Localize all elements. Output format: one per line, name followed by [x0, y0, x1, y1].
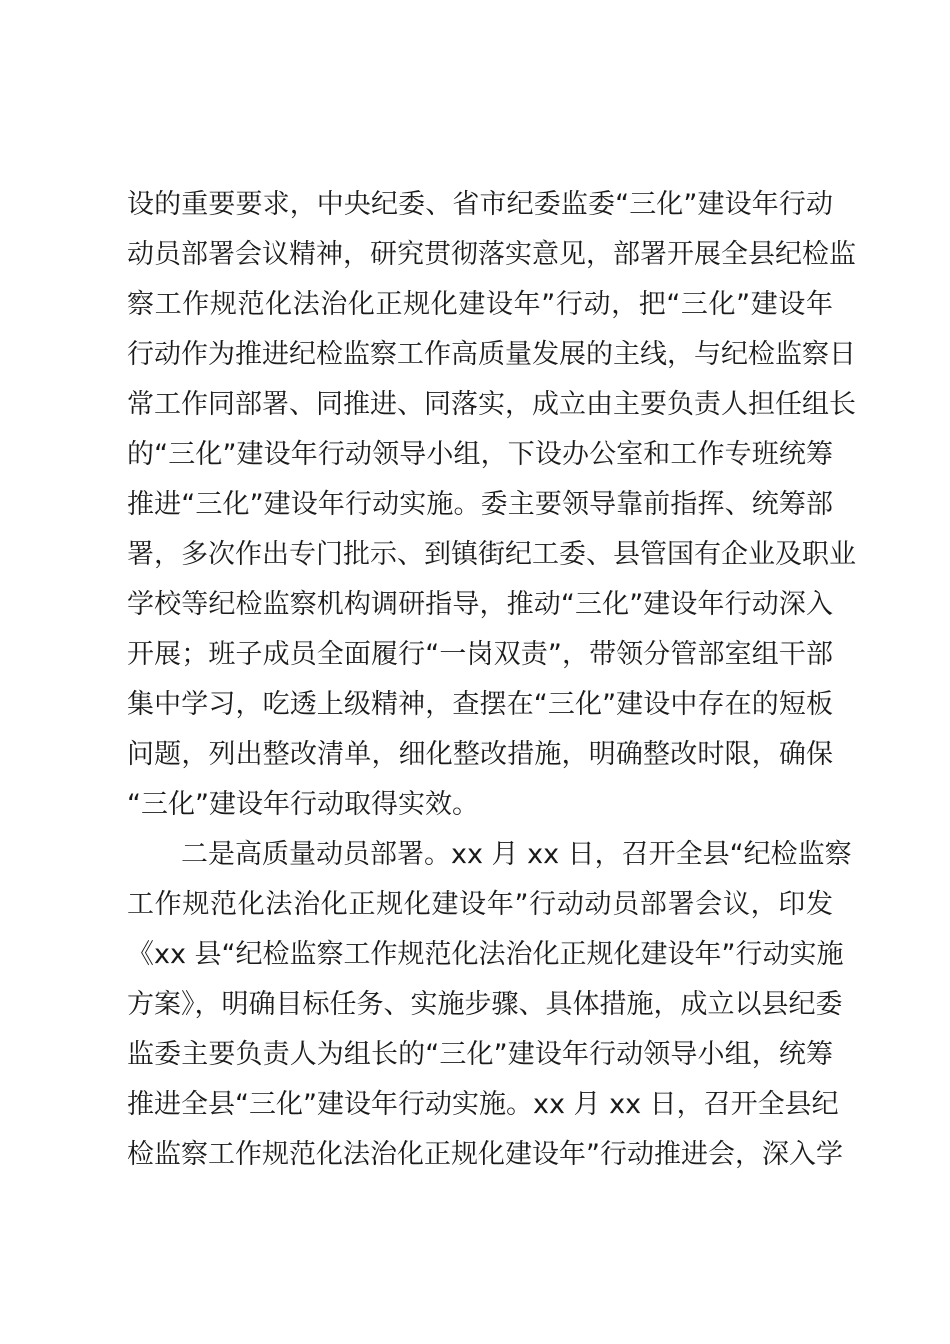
text-line: 方案》，明确目标任务、实施步骤、具体措施，成立以县纪委 — [127, 989, 843, 1020]
paragraph-start-line: 二是高质量动员部署。xx 月 xx 日，召开全县“纪检监察 — [127, 839, 852, 870]
text-line: 问题，列出整改清单，细化整改措施，明确整改时限，确保 — [127, 739, 833, 770]
text-line: 监委主要负责人为组长的“三化”建设年行动领导小组，统筹 — [127, 1039, 833, 1070]
text-line: 学校等纪检监察机构调研指导，推动“三化”建设年行动深入 — [127, 589, 833, 620]
text-line: 《xx 县“纪检监察工作规范化法治化正规化建设年”行动实施 — [127, 939, 844, 970]
text-line: 动员部署会议精神，研究贯彻落实意见，部署开展全县纪检监 — [127, 239, 856, 270]
text-line: 推进“三化”建设年行动实施。委主要领导靠前指挥、统筹部 — [127, 489, 833, 520]
text-line: 察工作规范化法治化正规化建设年”行动，把“三化”建设年 — [127, 289, 833, 320]
text-line: 推进全县“三化”建设年行动实施。xx 月 xx 日，召开全县纪 — [127, 1089, 839, 1120]
text-line: 开展；班子成员全面履行“一岗双责”，带领分管部室组干部 — [127, 639, 833, 670]
text-line: “三化”建设年行动取得实效。 — [127, 789, 479, 820]
text-line: 常工作同部署、同推进、同落实，成立由主要负责人担任组长 — [127, 389, 856, 420]
text-line: 检监察工作规范化法治化正规化建设年”行动推进会，深入学 — [127, 1139, 843, 1170]
body-text — [127, 180, 856, 1180]
text-line: 行动作为推进纪检监察工作高质量发展的主线，与纪检监察日 — [127, 339, 856, 370]
text-line: 设的重要要求，中央纪委、省市纪委监委“三化”建设年行动 — [127, 189, 833, 220]
text-line: 集中学习，吃透上级精神，查摆在“三化”建设中存在的短板 — [127, 689, 833, 720]
text-line: 工作规范化法治化正规化建设年”行动动员部署会议，印发 — [127, 889, 833, 920]
text-line: 的“三化”建设年行动领导小组，下设办公室和工作专班统筹 — [127, 439, 833, 470]
text-line: 署，多次作出专门批示、到镇街纪工委、县管国有企业及职业 — [127, 539, 856, 570]
